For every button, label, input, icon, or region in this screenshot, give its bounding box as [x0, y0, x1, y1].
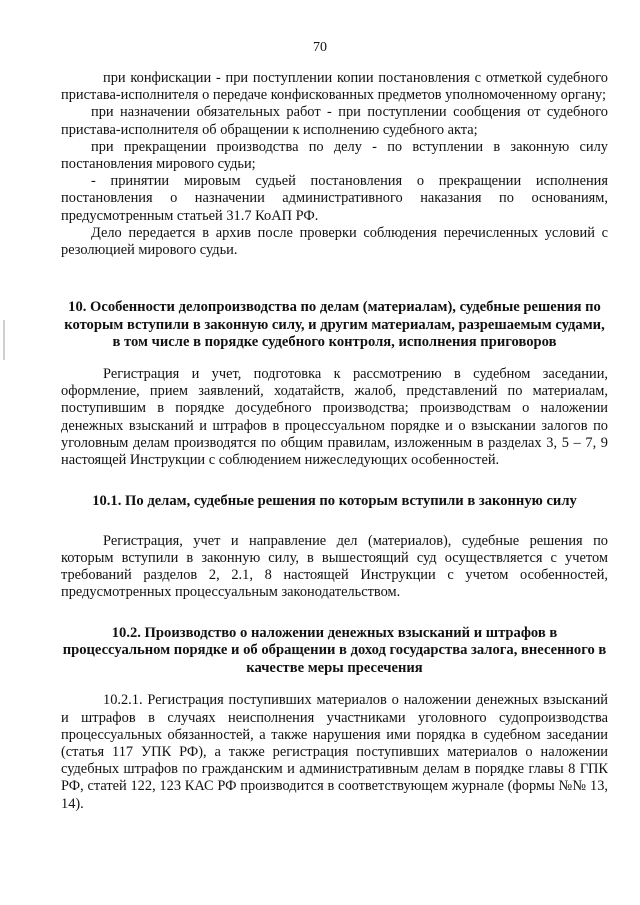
paragraph-confiscation: при конфискации - при поступлении копии постановления с отметкой судебного пристава-исполнителя о передаче конфискованных предметов уполномоченному органу; [61, 70, 608, 104]
section-10-2-heading: 10.2. Производство о наложении денежных взысканий и штрафов в процессуальном порядке и об обращении в доход государства залога, внесенного в качестве меры пресечения [62, 624, 607, 676]
paragraph-magistrate-decision: - принятии мировым судьей постановления о прекращении исполнения постановления о назначении административного наказания по основаниям, предусмотренным статьей 31.7 КоАП РФ. [61, 173, 608, 224]
scan-edge-mark [3, 320, 5, 360]
paragraph-mandatory-work: при назначении обязательных работ - при поступлении сообщения от судебного пристава-исполнителя об обращении к исполнению судебного акта; [61, 104, 608, 138]
section-10-1-heading: 10.1. По делам, судебные решения по которым вступили в законную силу [92, 493, 577, 510]
page-content [61, 70, 608, 813]
paragraph-archive: Дело передается в архив после проверки соблюдения перечисленных условий с резолюцией мирового судьи. [61, 224, 608, 259]
page-number: 70 [313, 40, 327, 55]
section-10-1-paragraph: Регистрация, учет и направление дел (материалов), судебные решения по которым вступили в законную силу, в вышестоящий суд осуществляется с учетом требований разделов 2, 2.1, 8 настоящей Инструкции с учетом особенностей, предусмотренных процессуальным законодательством. [61, 532, 608, 601]
section-10-2-paragraph: 10.2.1. Регистрация поступивших материалов о наложении денежных взысканий и штрафов в случаях неисполнения участниками уголовного судопроизводства процессуальных обязанностей, а также нарушения ими порядка в судебном заседании (статья 117 УПК РФ), а также регистрация поступивших материалов о наложении судебных штрафов по гражданским и административным делам в порядке главы 8 ГПК РФ, статей 122, 123 КАС РФ производится в соответствующем журнале (формы №№ 13, 14). [61, 692, 608, 812]
section-10-paragraph: Регистрация и учет, подготовка к рассмотрению в судебном заседании, оформление, прием заявлений, ходатайств, жалоб, представлений по материалам, поступившим в порядке досудебного производства; производствам о наложении денежных взысканий и штрафов в процессуальном порядке и о взыскании залогов по уголовным делам производятся по общим правилам, изложенным в разделах 3, 5 – 7, 9 настоящей Инструкции с соблюдением нижеследующих особенностей. [61, 366, 608, 469]
paragraph-termination: при прекращении производства по делу - по вступлении в законную силу постановления мирового судьи; [61, 138, 608, 173]
section-10-heading: 10. Особенности делопроизводства по делам (материалам), судебные решения по которым вступили в законную силу, и другим материалам, разрешаемым судами, в том числе в порядке судебного контроля, исполнения приговоров [64, 299, 605, 351]
